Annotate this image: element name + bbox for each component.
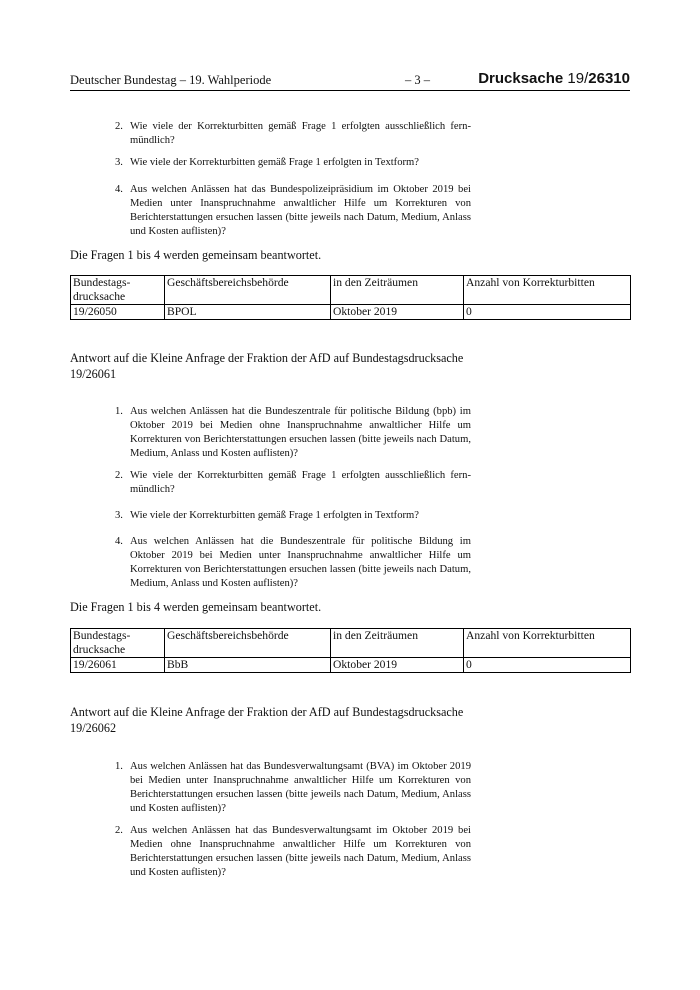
question-number: 1. xyxy=(115,406,123,417)
table-header-cell: Bundestagsdrucksache xyxy=(71,629,165,658)
question-item xyxy=(115,405,471,461)
answer-table xyxy=(70,275,631,320)
table-cell: Oktober 2019 xyxy=(331,305,464,320)
doc-prefix: Drucksache xyxy=(478,70,564,87)
doc-number-value: 26310 xyxy=(588,70,630,87)
question-number: 4. xyxy=(115,536,123,547)
question-text: Wie viele der Korrekturbitten gemäß Frage 1 erfolgten in Textform? xyxy=(130,510,419,521)
doc-number xyxy=(478,70,630,87)
question-item xyxy=(115,183,471,239)
answer-intro: Antwort auf die Kleine Anfrage der Fraktion der AfD auf Bundestagsdrucksache 19/26062 xyxy=(70,705,464,735)
table-cell: Oktober 2019 xyxy=(331,658,464,673)
question-list xyxy=(115,469,471,497)
question-number: 2. xyxy=(115,825,123,836)
table-header-cell: Anzahl von Korrekturbitten xyxy=(464,629,631,658)
question-text: Wie viele der Korrekturbitten gemäß Frage 1 erfolgten in Textform? xyxy=(130,157,419,168)
question-text: Aus welchen Anlässen hat das Bundesverwaltungsamt (BVA) im Oktober 2019 bei Medien unter Inanspruchnahme anwaltlicher Hilfe um Korrekturen von Berichterstattungen ersuchen lassen (bitte jeweils nach Datum, Medium, Anlass und Kosten auflisten)? xyxy=(130,761,471,814)
question-list xyxy=(115,824,471,880)
table-header-cell: Bundestagsdrucksache xyxy=(71,276,165,305)
question-text: Aus welchen Anlässen hat das Bundesverwaltungsamt im Oktober 2019 bei Medien ohne Inanspruchnahme anwaltlicher Hilfe um Korrekturen von Berichterstattungen ersuchen lassen (bitte jeweils nach Datum, Medium, Anlass und Kosten auflisten)? xyxy=(130,825,471,878)
answer-table xyxy=(70,628,631,673)
question-number: 3. xyxy=(115,157,123,168)
table-cell: 0 xyxy=(464,305,631,320)
table-cell: 0 xyxy=(464,658,631,673)
answer-note: Die Fragen 1 bis 4 werden gemeinsam beantwortet. xyxy=(70,248,322,262)
table-header-row xyxy=(71,629,631,658)
question-item xyxy=(115,509,471,523)
question-item xyxy=(115,535,471,591)
question-number: 2. xyxy=(115,121,123,132)
table-cell: BbB xyxy=(165,658,331,673)
answer-intro: Antwort auf die Kleine Anfrage der Fraktion der AfD auf Bundestagsdrucksache 19/26061 xyxy=(70,351,464,381)
table-header-row xyxy=(71,276,631,305)
question-item xyxy=(115,469,471,497)
doc-mid: 19/ xyxy=(563,70,589,87)
page-number: – 3 – xyxy=(405,73,430,87)
table-row xyxy=(71,658,631,673)
question-list xyxy=(115,405,471,461)
table-header-cell: in den Zeiträumen xyxy=(331,276,464,305)
question-list xyxy=(115,120,471,148)
question-text: Wie viele der Korrekturbitten gemäß Frage 1 erfolgten ausschließlich fernmündlich? xyxy=(130,121,471,146)
table-cell: BPOL xyxy=(165,305,331,320)
question-text: Aus welchen Anlässen hat die Bundeszentrale für politische Bildung im Oktober 2019 bei Medien unter Inanspruchnahme anwaltlicher Hilfe um Korrekturen von Berichterstattungen ersuchen lassen (bitte jeweils nach Datum, Medium, Anlass und Kosten auflisten)? xyxy=(130,536,471,589)
table-row xyxy=(71,305,631,320)
question-item xyxy=(115,120,471,148)
question-number: 1. xyxy=(115,761,123,772)
question-text: Aus welchen Anlässen hat das Bundespolizeipräsidium im Oktober 2019 bei Medien unter Inanspruchnahme anwaltlicher Hilfe um Korrekturen von Berichterstattungen ersuchen lassen (bitte jeweils nach Datum, Medium, Anlass und Kosten auflisten)? xyxy=(130,184,471,237)
question-item xyxy=(115,760,471,816)
question-number: 4. xyxy=(115,184,123,195)
table-header-cell: Geschäftsbereichsbehörde xyxy=(165,276,331,305)
question-list xyxy=(115,535,471,591)
question-item xyxy=(115,824,471,880)
answer-note: Die Fragen 1 bis 4 werden gemeinsam beantwortet. xyxy=(70,600,322,614)
question-list xyxy=(115,183,471,239)
table-cell: 19/26050 xyxy=(71,305,165,320)
question-item xyxy=(115,156,471,170)
question-text: Aus welchen Anlässen hat die Bundeszentrale für politische Bildung (bpb) im Oktober 2019 bei Medien ohne Inanspruchnahme anwaltlicher Hilfe um Korrekturen von Berichterstattungen ersuchen lassen (bitte jeweils nach Datum, Medium, Anlass und Kosten auflisten)? xyxy=(130,406,471,459)
table-header-cell: Anzahl von Korrekturbitten xyxy=(464,276,631,305)
page-header xyxy=(70,70,630,91)
table-cell: 19/26061 xyxy=(71,658,165,673)
question-list xyxy=(115,760,471,816)
question-list xyxy=(115,156,471,170)
question-list xyxy=(115,509,471,523)
table-header-cell: Geschäftsbereichsbehörde xyxy=(165,629,331,658)
header-left: Deutscher Bundestag – 19. Wahlperiode xyxy=(70,73,272,87)
question-number: 3. xyxy=(115,510,123,521)
question-number: 2. xyxy=(115,470,123,481)
question-text: Wie viele der Korrekturbitten gemäß Frage 1 erfolgten ausschließlich fernmündlich? xyxy=(130,470,471,495)
table-header-cell: in den Zeiträumen xyxy=(331,629,464,658)
